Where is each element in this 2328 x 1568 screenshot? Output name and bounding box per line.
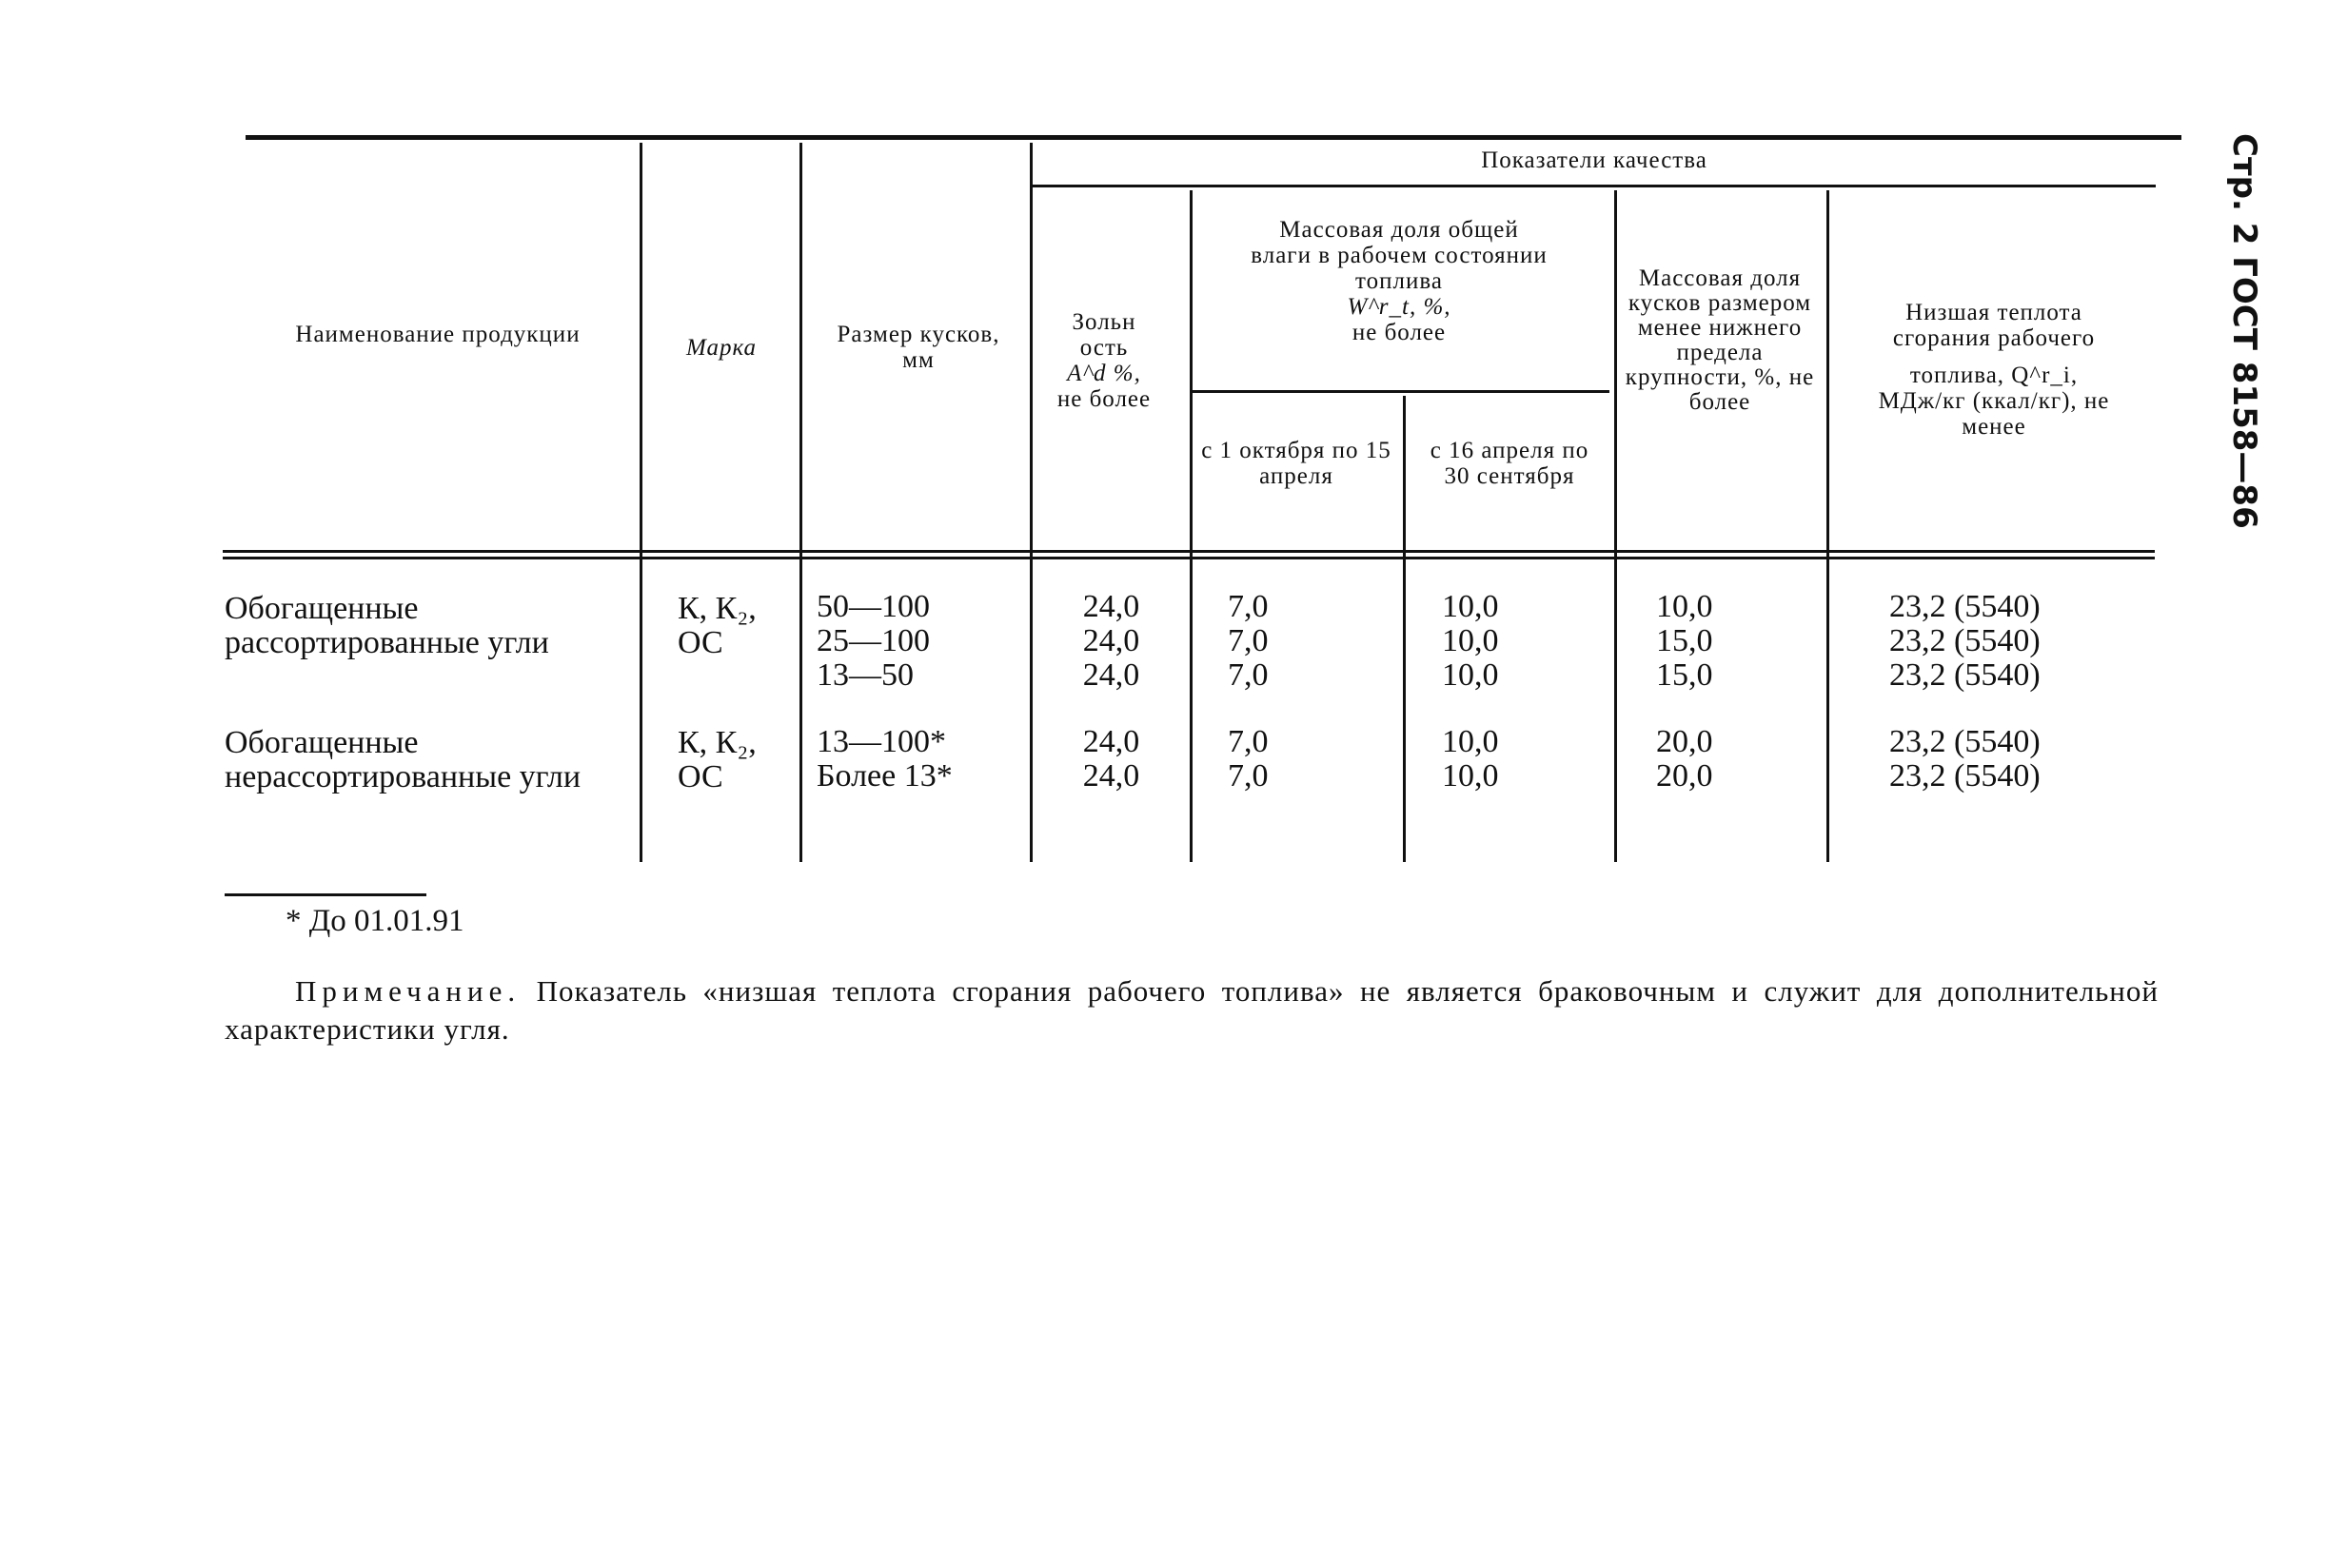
cell-fines: 20,0	[1656, 758, 1713, 794]
header-ash	[1037, 309, 1171, 412]
note-label: Примечание.	[295, 974, 522, 1008]
cell-heat: 23,2 (5540)	[1889, 657, 2041, 693]
cell-heat: 23,2 (5540)	[1889, 724, 2041, 759]
col-divider	[1190, 190, 1193, 862]
header-fines: Массовая доля кусков размером менее нижнего предела крупности, %, не более	[1625, 265, 1815, 415]
header-bottom-rule-2	[223, 557, 2155, 559]
moisture-rule	[1193, 390, 1609, 393]
header-heat-symbol: топлива, Q^r_i,	[1909, 363, 2079, 388]
footnote: * До 01.01.91	[286, 904, 464, 938]
cell-size: 50—100	[817, 589, 930, 624]
header-size: Размер кусков, мм	[837, 322, 1000, 373]
product-name: Обогащенные рассортированные угли	[225, 591, 549, 660]
cell-ash: 24,0	[1082, 589, 1140, 624]
top-rule	[246, 135, 2181, 140]
cell-fines: 15,0	[1656, 657, 1713, 693]
quality-rule	[1033, 185, 2156, 187]
note	[225, 972, 2159, 1049]
product-mark: К, К₂, ОС	[678, 591, 757, 660]
cell-ash: 24,0	[1082, 623, 1140, 658]
cell-moisture-summer: 10,0	[1442, 589, 1499, 624]
header-heat-units: МДж/кг (ккал/кг), не менее	[1878, 388, 2110, 440]
header-moisture-title: Массовая доля общей влаги в рабочем состоянии топлива	[1251, 217, 1548, 294]
header-quality: Показатели качества	[1481, 147, 1707, 173]
cell-moisture-summer: 10,0	[1442, 623, 1499, 658]
header-mark: Марка	[685, 335, 758, 361]
note-text: Показатель «низшая теплота сгорания рабочего топлива» не является браковочным и служит для дополнительной характеристики угля.	[225, 974, 2159, 1046]
cell-moisture-summer: 10,0	[1442, 724, 1499, 759]
product-name: Обогащенные нерассортированные угли	[225, 725, 582, 794]
cell-moisture-summer: 10,0	[1442, 657, 1499, 693]
cell-moisture-winter: 7,0	[1228, 589, 1269, 624]
cell-ash: 24,0	[1082, 657, 1140, 693]
header-ash-title: Зольность	[1072, 309, 1136, 361]
header-heat	[1832, 300, 2156, 440]
header-moisture-symbol: W^r_t, %,	[1347, 294, 1451, 320]
cell-ash: 24,0	[1082, 758, 1140, 794]
header-bottom-rule-1	[223, 550, 2155, 553]
header-moisture-limit: не более	[1351, 320, 1447, 345]
cell-heat: 23,2 (5540)	[1889, 589, 2041, 624]
cell-ash: 24,0	[1082, 724, 1140, 759]
header-ash-limit: не более	[1056, 386, 1152, 412]
cell-moisture-winter: 7,0	[1228, 657, 1269, 693]
cell-moisture-winter: 7,0	[1228, 758, 1269, 794]
col-divider	[1403, 396, 1406, 862]
footnote-rule	[225, 893, 426, 896]
header-ash-symbol: A^d %,	[1067, 361, 1141, 386]
cell-heat: 23,2 (5540)	[1889, 758, 2041, 794]
cell-fines: 20,0	[1656, 724, 1713, 759]
cell-heat: 23,2 (5540)	[1889, 623, 2041, 658]
cell-size: 25—100	[817, 623, 930, 658]
col-divider	[1614, 190, 1617, 862]
cell-fines: 10,0	[1656, 589, 1713, 624]
cell-moisture-summer: 10,0	[1442, 758, 1499, 794]
col-divider	[1826, 190, 1829, 862]
header-moisture	[1209, 217, 1589, 345]
header-product-name: Наименование продукции	[295, 322, 581, 347]
cell-size: 13—50	[817, 657, 914, 693]
cell-moisture-winter: 7,0	[1228, 623, 1269, 658]
header-moisture-winter: с 1 октября по 15 апреля	[1201, 438, 1391, 489]
col-divider	[799, 143, 802, 862]
cell-size: 13—100*	[817, 724, 946, 759]
col-divider	[640, 143, 642, 862]
header-moisture-summer: с 16 апреля по 30 сентября	[1430, 438, 1589, 489]
cell-size: Более 13*	[817, 758, 953, 794]
header-heat-title: Низшая теплота сгорания рабочего	[1892, 300, 2096, 351]
cell-moisture-winter: 7,0	[1228, 724, 1269, 759]
cell-fines: 15,0	[1656, 623, 1713, 658]
page-header-side: Стр. 2 ГОСТ 8158—86	[2225, 133, 2263, 529]
product-mark: К, К₂, ОС	[678, 725, 757, 794]
